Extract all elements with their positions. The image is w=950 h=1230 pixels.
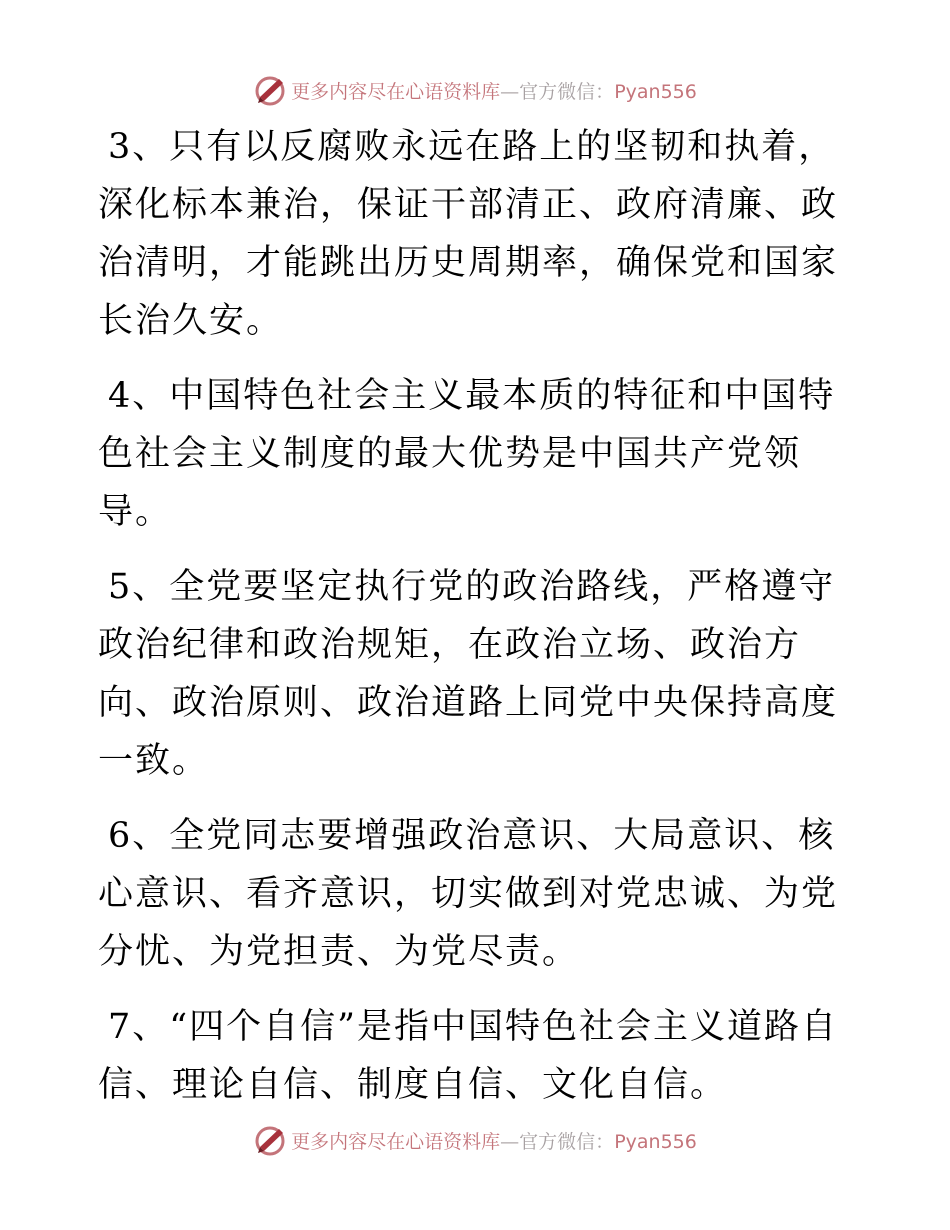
list-item: 4、中国特色社会主义最本质的特征和中国特色社会主义制度的最大优势是中国共产党领导。 bbox=[98, 376, 836, 532]
header-banner bbox=[0, 70, 950, 110]
footer-separator: — bbox=[500, 1130, 520, 1153]
footer-text bbox=[291, 1127, 697, 1154]
footer-site-text: 更多内容尽在心语资料库 bbox=[291, 1130, 501, 1153]
header-wechat-label: 官方微信： bbox=[519, 80, 615, 103]
document-body bbox=[98, 118, 858, 1131]
header-text bbox=[291, 77, 697, 104]
list-item: 3、只有以反腐败永远在路上的坚韧和执着，深化标本兼治，保证干部清正、政府清廉、政治清明，才能跳出历史周期率，确保党和国家长治久安。 bbox=[98, 127, 839, 341]
footer-banner bbox=[0, 1120, 950, 1160]
pen-nib-logo-icon bbox=[253, 73, 287, 107]
header-separator: — bbox=[500, 80, 520, 103]
footer-wechat-label: 官方微信： bbox=[519, 1130, 615, 1153]
pen-nib-logo-icon bbox=[253, 1123, 287, 1157]
footer-wechat-id: Pyan556 bbox=[614, 1130, 697, 1153]
list-item: 5、全党要坚定执行党的政治路线，严格遵守政治纪律和政治规矩，在政治立场、政治方向、政治原则、政治道路上同党中央保持高度一致。 bbox=[98, 567, 839, 781]
header-site-text: 更多内容尽在心语资料库 bbox=[291, 80, 501, 103]
list-item: 6、全党同志要增强政治意识、大局意识、核心意识、看齐意识，切实做到对党忠诚、为党分忧、为党担责、为党尽责。 bbox=[98, 816, 839, 972]
header-wechat-id: Pyan556 bbox=[614, 80, 697, 103]
list-item: 7、“四个自信”是指中国特色社会主义道路自信、理论自信、制度自信、文化自信。 bbox=[98, 1007, 839, 1105]
